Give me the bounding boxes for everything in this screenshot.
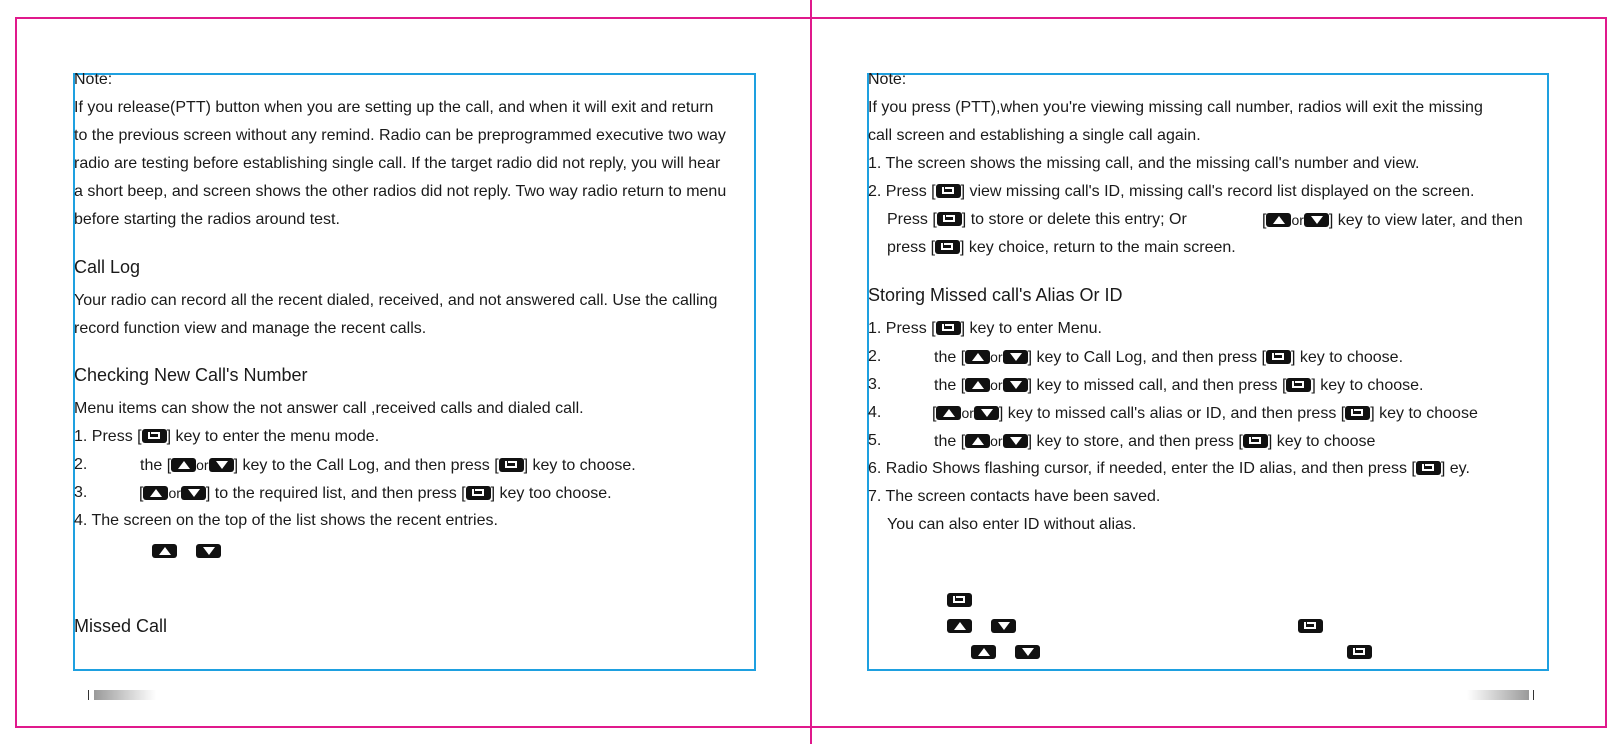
down-key-icon — [181, 486, 206, 500]
note-line: radio are testing before establishing single call. If the target radio did not reply, you will hear — [74, 155, 721, 172]
enter-key-icon — [1347, 645, 1372, 659]
up-key-icon — [171, 458, 196, 472]
step-1 — [74, 427, 379, 447]
enter-key-icon — [1286, 378, 1311, 392]
note-label: Note: — [868, 71, 907, 88]
store-step-6 — [868, 459, 1470, 479]
step-text: ] ey. — [1440, 460, 1470, 477]
step-text: 2. Press [ — [868, 183, 936, 200]
checking-heading: Checking New Call's Number — [74, 365, 308, 385]
note-line: If you release(PTT) button when you are setting up the call, and when it will exit and return — [74, 99, 714, 116]
step-text: ] key to Call Log, and then press [ — [1027, 349, 1266, 366]
step-text: ] key to enter the menu mode. — [166, 428, 380, 445]
step-text: ] key to the Call Log, and then press [ — [233, 457, 499, 474]
step-text: ] key to missed call, and then press [ — [1027, 377, 1287, 394]
note-line: If you press (PTT),when you're viewing missing call number, radios will exit the missing — [868, 99, 1483, 116]
step-text: ] key to missed call's alias or ID, and then press [ — [998, 405, 1346, 422]
step-text: ] key to choose. — [1311, 377, 1424, 394]
step-text: 6. Radio Shows flashing cursor, if needed, enter the ID alias, and then press [ — [868, 460, 1416, 477]
down-key-icon — [1003, 434, 1028, 448]
or-text: or — [990, 349, 1003, 365]
step-text: ] key to enter Menu. — [960, 320, 1102, 337]
or-text: or — [990, 377, 1003, 393]
down-key-icon — [991, 619, 1016, 633]
up-key-icon — [936, 406, 961, 420]
page-fold-line — [810, 0, 812, 744]
enter-key-icon — [947, 593, 972, 607]
missed-step-2-line-3 — [887, 238, 1236, 258]
enter-key-icon — [1243, 434, 1268, 448]
down-key-icon — [1015, 645, 1040, 659]
step-text: [ — [932, 405, 937, 422]
step-text: the [ — [934, 349, 966, 366]
step-2-number: 2. — [74, 456, 88, 473]
step-text: ] key too choose. — [490, 485, 612, 502]
store-step-7-note: You can also enter ID without alias. — [887, 516, 1137, 533]
step-text: ] key choice, return to the main screen. — [960, 239, 1236, 256]
step-text: press [ — [887, 239, 936, 256]
note-line: before starting the radios around test. — [74, 211, 340, 228]
store-step-2-number: 2. — [868, 348, 882, 365]
enter-key-icon — [937, 212, 962, 226]
step-text: [ — [1262, 212, 1267, 229]
enter-key-icon — [499, 458, 524, 472]
or-text: or — [168, 485, 181, 501]
up-key-icon — [965, 434, 990, 448]
step-2 — [140, 455, 636, 476]
enter-key-icon — [936, 321, 961, 335]
down-key-icon — [196, 544, 221, 558]
store-step-1 — [868, 319, 1102, 339]
or-text: or — [1291, 212, 1304, 228]
or-text: or — [961, 405, 974, 421]
down-key-icon — [1003, 378, 1028, 392]
step-text: the [ — [934, 377, 966, 394]
step-3 — [139, 483, 612, 504]
step-text: Press [ — [887, 211, 937, 228]
store-step-5 — [934, 431, 1375, 452]
step-text: ] to the required list, and then press [ — [205, 485, 466, 502]
down-key-icon — [209, 458, 234, 472]
down-key-icon — [974, 406, 999, 420]
enter-key-icon — [1298, 619, 1323, 633]
right-footer-tick — [1533, 690, 1534, 700]
enter-key-icon — [1266, 350, 1291, 364]
call-log-line: Your radio can record all the recent dialed, received, and not answered call. Use the calling — [74, 292, 718, 309]
step-text: [ — [139, 485, 144, 502]
step-text: the [ — [934, 433, 966, 450]
up-key-icon — [143, 486, 168, 500]
note-line: to the previous screen without any remind. Radio can be preprogrammed executive two way — [74, 127, 726, 144]
step-text: ] key to choose — [1370, 405, 1478, 422]
step-3-number: 3. — [74, 484, 88, 501]
step-text: ] key to choose. — [1290, 349, 1404, 366]
step-text: the [ — [140, 457, 172, 474]
step-text: ] key to choose. — [523, 457, 636, 474]
left-footer-bar — [94, 690, 156, 700]
up-key-icon — [971, 645, 996, 659]
step-text: ] key to view later, and then — [1328, 212, 1523, 229]
call-log-line: record function view and manage the recent calls. — [74, 320, 427, 337]
step-text: 1. Press [ — [868, 320, 936, 337]
missed-step-1: 1. The screen shows the missing call, and the missing call's number and view. — [868, 155, 1420, 172]
step-text: ] to store or delete this entry; Or — [961, 211, 1187, 228]
enter-key-icon — [935, 240, 960, 254]
call-log-heading: Call Log — [74, 257, 141, 277]
missed-step-2-keys — [1262, 210, 1523, 231]
up-key-icon — [152, 544, 177, 558]
enter-key-icon — [1416, 461, 1441, 475]
up-key-icon — [965, 350, 990, 364]
store-step-5-number: 5. — [868, 432, 882, 449]
note-line: a short beep, and screen shows the other radios did not reply. Two way radio return to menu — [74, 183, 727, 200]
store-step-2 — [934, 347, 1403, 368]
down-key-icon — [1304, 213, 1329, 227]
note-line: call screen and establishing a single call again. — [868, 127, 1201, 144]
enter-key-icon — [466, 486, 491, 500]
left-footer-tick — [88, 690, 89, 700]
enter-key-icon — [936, 184, 961, 198]
missed-step-2-line-2 — [887, 210, 1187, 230]
up-key-icon — [947, 619, 972, 633]
note-label: Note: — [74, 71, 113, 88]
or-text: or — [196, 457, 209, 473]
store-step-3 — [934, 375, 1423, 396]
step-4: 4. The screen on the top of the list shows the recent entries. — [74, 512, 498, 529]
up-key-icon — [965, 378, 990, 392]
step-text: 1. Press [ — [74, 428, 142, 445]
up-key-icon — [1266, 213, 1291, 227]
store-step-4 — [932, 403, 1478, 424]
right-footer-bar — [1467, 690, 1529, 700]
or-text: or — [990, 433, 1003, 449]
store-step-3-number: 3. — [868, 376, 882, 393]
down-key-icon — [1003, 350, 1028, 364]
store-step-4-number: 4. — [868, 404, 882, 421]
missed-call-heading: Missed Call — [74, 616, 168, 636]
step-text: ] key to choose — [1267, 433, 1376, 450]
enter-key-icon — [1345, 406, 1370, 420]
store-step-7: 7. The screen contacts have been saved. — [868, 488, 1161, 505]
storing-heading: Storing Missed call's Alias Or ID — [868, 285, 1123, 305]
checking-intro: Menu items can show the not answer call ,received calls and dialed call. — [74, 400, 584, 417]
enter-key-icon — [142, 429, 167, 443]
step-text: ] view missing call's ID, missing call's record list displayed on the screen. — [960, 183, 1475, 200]
missed-step-2 — [868, 182, 1474, 202]
step-text: ] key to store, and then press [ — [1027, 433, 1243, 450]
